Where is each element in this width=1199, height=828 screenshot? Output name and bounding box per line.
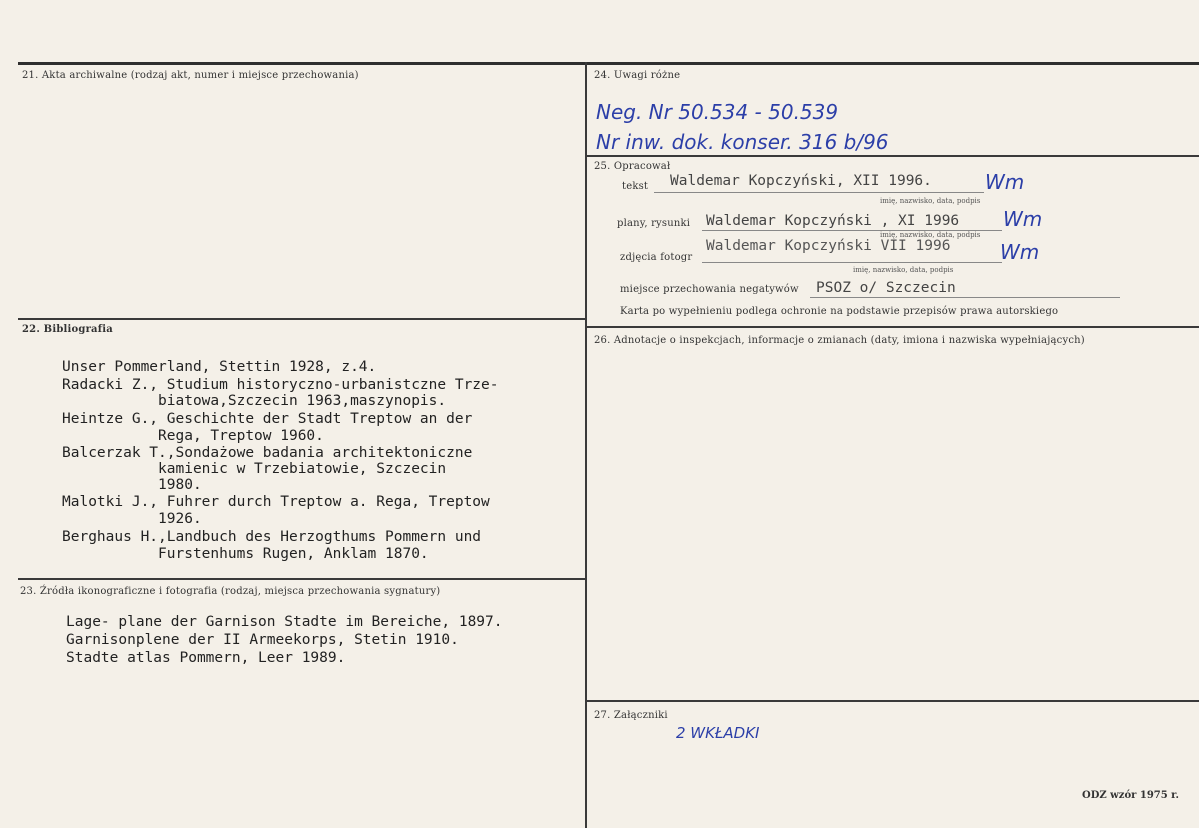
inventory-number-handwriting: Nr inw. dok. konser. 316 b/96 xyxy=(596,130,889,154)
miejsce-label: miejsce przechowania negatywów xyxy=(620,284,799,295)
attachments-handwriting: 2 WKŁADKI xyxy=(676,724,760,742)
zdjecia-label: zdjęcia fotogr xyxy=(620,252,693,263)
plany-signature: Wm xyxy=(1003,207,1043,231)
iconography-line: Lage- plane der Garnison Stadte im Bereiche, 1897. xyxy=(66,614,503,630)
section-22-bottom-rule xyxy=(18,578,585,580)
tekst-value: Waldemar Kopczyński, XII 1996. xyxy=(670,173,932,189)
miejsce-value: PSOZ o/ Szczecin xyxy=(816,280,956,296)
iconography-line: Garnisonplene der II Armeekorps, Stetin 1910. xyxy=(66,632,459,648)
bibliography-line: 1926. xyxy=(62,511,202,527)
section-21-label: 21. Akta archiwalne (rodzaj akt, numer i miejsce przechowania) xyxy=(22,70,359,81)
plany-caption: imię, nazwisko, data, podpis xyxy=(880,231,981,239)
section-25-bottom-rule xyxy=(587,326,1199,328)
section-21-bottom-rule xyxy=(18,318,585,320)
bibliography-line: Radacki Z., Studium historyczno-urbanistczne Trze- xyxy=(62,377,499,393)
tekst-label: tekst xyxy=(622,181,649,192)
bibliography-line: Rega, Treptow 1960. xyxy=(62,428,324,444)
bibliography-line: biatowa,Szczecin 1963,maszynopis. xyxy=(62,393,447,409)
bibliography-line: Malotki J., Fuhrer durch Treptow a. Rega, Treptow xyxy=(62,494,490,510)
zdjecia-line xyxy=(702,262,1002,263)
form-template-code: ODZ wzór 1975 r. xyxy=(1082,790,1180,801)
section-26-bottom-rule xyxy=(587,700,1199,702)
bibliography-line: Balcerzak T.,Sondażowe badania architektoniczne xyxy=(62,445,473,461)
bibliography-line: Unser Pommerland, Stettin 1928, z.4. xyxy=(62,359,377,375)
section-27-label: 27. Załączniki xyxy=(594,710,668,721)
bibliography-line: kamienic w Trzebiatowie, Szczecin xyxy=(62,461,447,477)
center-divider xyxy=(585,62,587,828)
section-22-label: 22. Bibliografia xyxy=(22,324,113,335)
section-24-bottom-rule xyxy=(587,155,1199,157)
section-24-label: 24. Uwagi różne xyxy=(594,70,681,81)
karta-note: Karta po wypełnieniu podlega ochronie na podstawie przepisów prawa autorskiego xyxy=(620,306,1059,317)
plany-value: Waldemar Kopczyński , XI 1996 xyxy=(706,213,960,229)
tekst-line xyxy=(654,192,984,193)
negative-number-handwriting: Neg. Nr 50.534 - 50.539 xyxy=(596,100,839,124)
bibliography-line: Berghaus H.,Landbuch des Herzogthums Pommern und xyxy=(62,529,482,545)
zdjecia-value: Waldemar Kopczyński VII 1996 xyxy=(706,238,951,254)
zdjecia-signature: Wm xyxy=(1000,240,1040,264)
plany-label: plany, rysunki xyxy=(617,218,691,229)
bibliography-line: Heintze G., Geschichte der Stadt Treptow an der xyxy=(62,411,473,427)
zdjecia-caption: imię, nazwisko, data, podpis xyxy=(853,266,954,274)
bibliography-line: 1980. xyxy=(62,477,202,493)
bibliography-line: Furstenhums Rugen, Anklam 1870. xyxy=(62,546,429,562)
tekst-signature: Wm xyxy=(985,170,1025,194)
tekst-caption: imię, nazwisko, data, podpis xyxy=(880,197,981,205)
section-23-label: 23. Źródła ikonograficzne i fotografia (rodzaj, miejsca przechowania sygnatury) xyxy=(20,586,441,597)
section-25-label: 25. Opracował xyxy=(594,161,671,172)
miejsce-line xyxy=(810,297,1120,298)
top-rule xyxy=(18,62,1199,65)
iconography-line: Stadte atlas Pommern, Leer 1989. xyxy=(66,650,346,666)
section-26-label: 26. Adnotacje o inspekcjach, informacje o zmianach (daty, imiona i nazwiska wypełniających) xyxy=(594,335,1085,346)
